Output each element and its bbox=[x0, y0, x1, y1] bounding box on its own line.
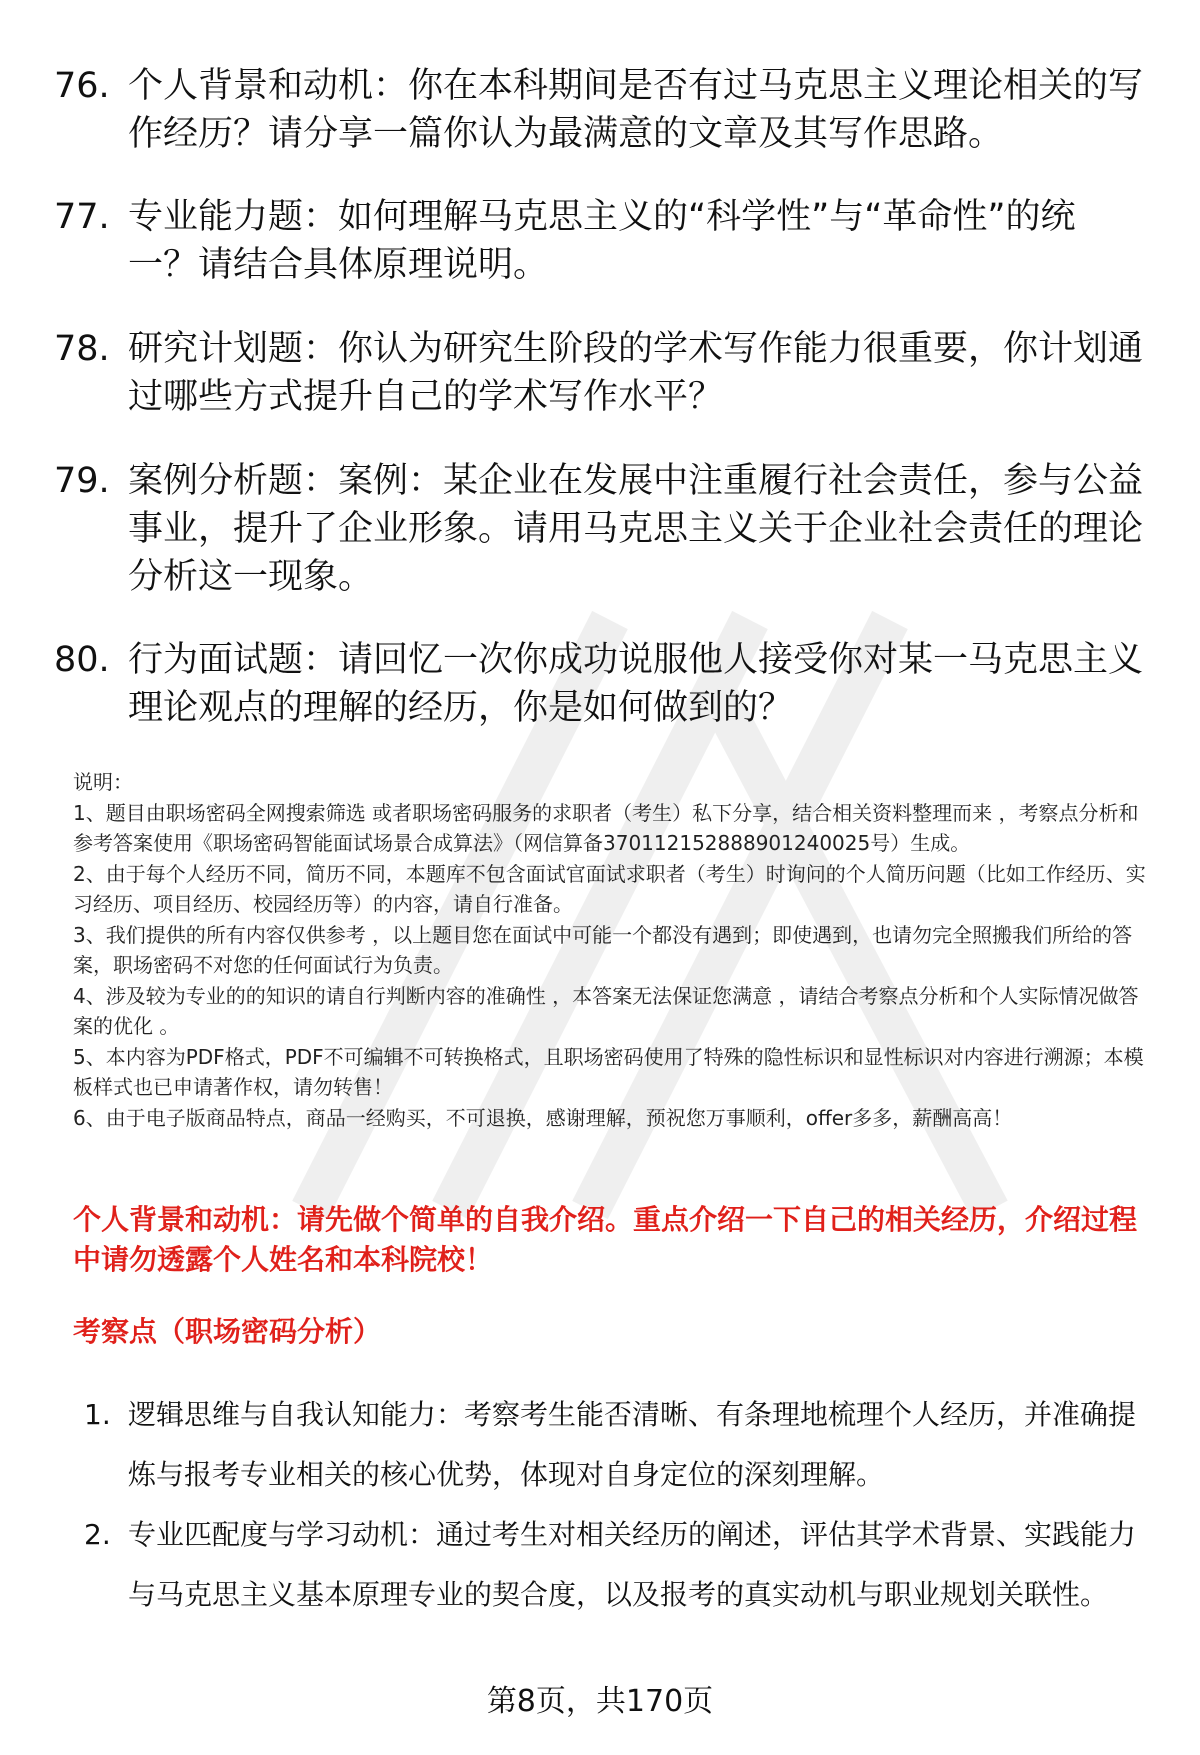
note-item: 2、由于每个人经历不同，简历不同，本题库不包含面试官面试求职者（考生）时询问的个人简历问题（比如工作经历、实习经历、项目经历、校园经历等）的内容，请自行准备。 bbox=[73, 861, 1146, 916]
question-text: 案例分析题：案例：某企业在发展中注重履行社会责任，参与公益事业，提升了企业形象。请用马克思主义关于企业社会责任的理论分析这一现象。 bbox=[128, 461, 1144, 597]
question-number: 77. bbox=[54, 197, 110, 237]
question-text: 专业能力题：如何理解马克思主义的“科学性”与“革命性”的统一？请结合具体原理说明。 bbox=[128, 197, 1076, 285]
note-item: 5、本内容为PDF格式，PDF不可编辑不可转换格式，且职场密码使用了特殊的隐性标识和显性标识对内容进行溯源；本模板样式也已申请著作权，请勿转售！ bbox=[73, 1044, 1144, 1099]
item-number: 2. bbox=[84, 1518, 111, 1551]
question-number: 78. bbox=[54, 329, 110, 369]
notes-title: 说明： bbox=[73, 770, 133, 794]
question-heading: 个人背景和动机：请先做个简单的自我介绍。重点介绍一下自己的相关经历，介绍过程中请勿透露个人姓名和本科院校！ bbox=[73, 1203, 1138, 1276]
item-text: 专业匹配度与学习动机：通过考生对相关经历的阐述，评估其学术背景、实践能力与马克思主义基本原理专业的契合度，以及报考的真实动机与职业规划关联性。 bbox=[128, 1518, 1137, 1611]
question-80 bbox=[54, 636, 1144, 732]
page-footer: 第8页，共170页 bbox=[486, 1684, 714, 1719]
question-number: 79. bbox=[54, 461, 110, 501]
question-text: 个人背景和动机：你在本科期间是否有过马克思主义理论相关的写作经历？请分享一篇你认为最满意的文章及其写作思路。 bbox=[128, 66, 1144, 154]
analysis-item bbox=[84, 1385, 1144, 1505]
analysis-list bbox=[84, 1385, 1144, 1625]
note-item: 3、我们提供的所有内容仅供参考 ，以上题目您在面试中可能一个都没有遇到；即使遇到，也请勿完全照搬我们所给的答案，职场密码不对您的任何面试行为负责。 bbox=[73, 922, 1133, 977]
question-text: 行为面试题：请回忆一次你成功说服他人接受你对某一马克思主义理论观点的理解的经历，你是如何做到的？ bbox=[128, 640, 1144, 728]
question-79 bbox=[54, 457, 1144, 601]
analysis-heading: 考察点（职场密码分析） bbox=[73, 1315, 382, 1348]
question-number: 80. bbox=[54, 640, 110, 680]
note-item: 6、由于电子版商品特点，商品一经购买，不可退换，感谢理解，预祝您万事顺利，offer多多，薪酬高高！ bbox=[73, 1105, 1013, 1130]
item-text: 逻辑思维与自我认知能力：考察考生能否清晰、有条理地梳理个人经历，并准确提炼与报考专业相关的核心优势，体现对自身定位的深刻理解。 bbox=[128, 1398, 1137, 1491]
note-item: 1、题目由职场密码全网搜索筛选 或者职场密码服务的求职者（考生）私下分享，结合相关资料整理而来 ，考察点分析和参考答案使用《职场密码智能面试场景合成算法》（网信算备370112152888901240025号）生成。 bbox=[73, 800, 1139, 855]
question-number: 76. bbox=[54, 66, 110, 106]
question-77 bbox=[54, 193, 1144, 289]
question-78 bbox=[54, 325, 1144, 421]
question-76 bbox=[54, 62, 1144, 158]
note-item: 4、涉及较为专业的的知识的请自行判断内容的准确性 ，本答案无法保证您满意 ，请结合考察点分析和个人实际情况做答案的优化 。 bbox=[73, 983, 1139, 1038]
question-text: 研究计划题：你认为研究生阶段的学术写作能力很重要，你计划通过哪些方式提升自己的学术写作水平？ bbox=[128, 329, 1144, 417]
analysis-item bbox=[84, 1505, 1144, 1625]
notes-section bbox=[73, 767, 1158, 1133]
item-number: 1. bbox=[84, 1398, 111, 1431]
